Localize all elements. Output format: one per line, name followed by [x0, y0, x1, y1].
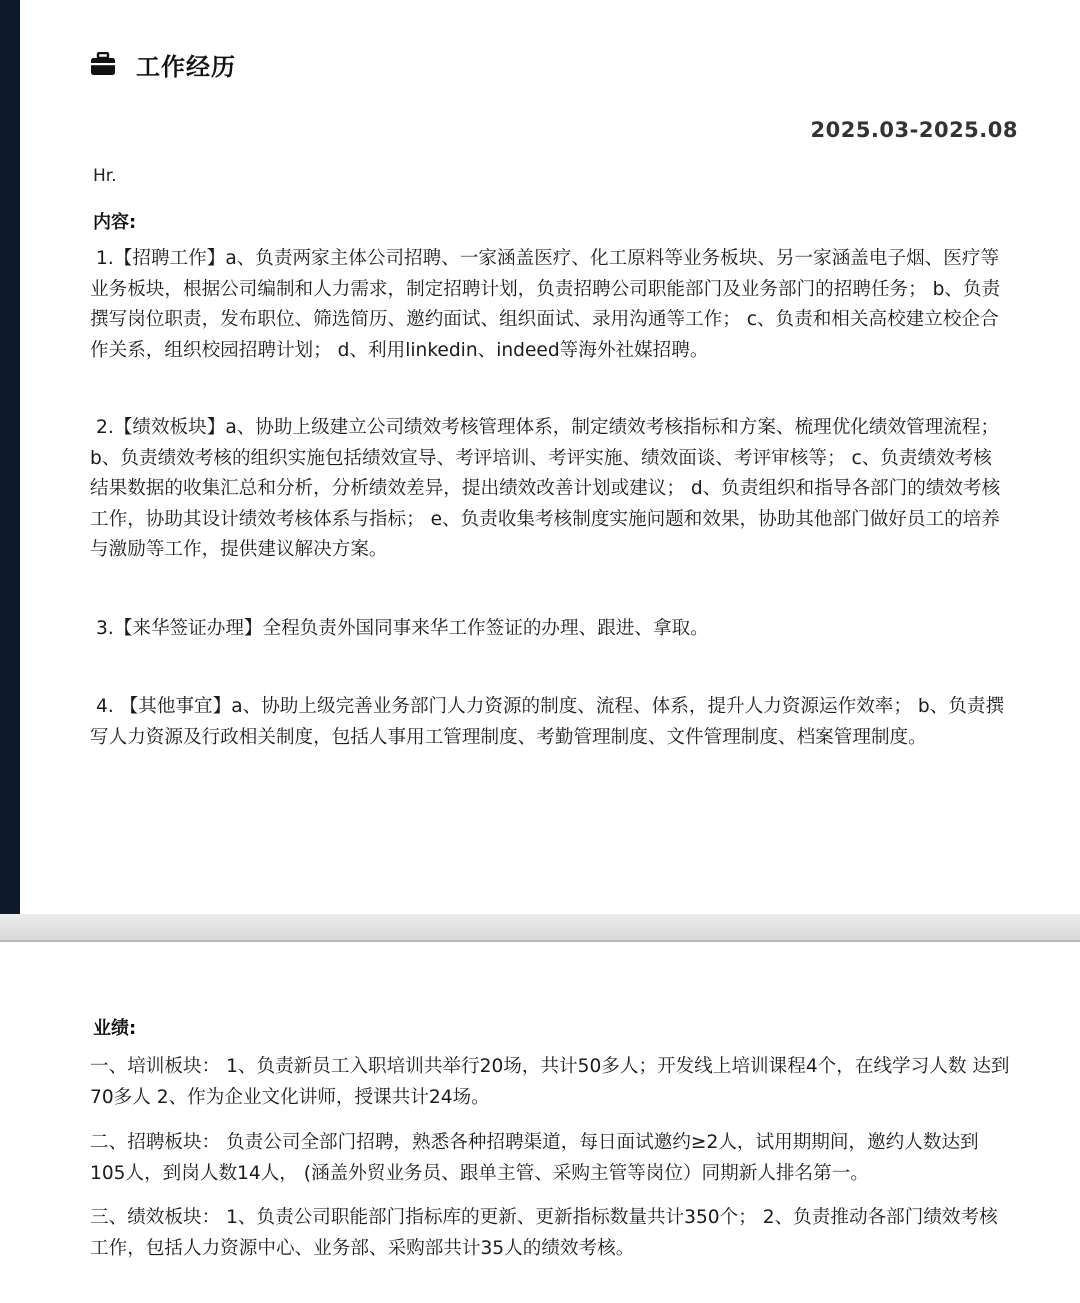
achievement-item-3: 三、绩效板块： 1、负责公司职能部门指标库的更新、更新指标数量共计350个； 2、负责推动各部门绩效考核工作，包括人力资源中心、业务部、采购部共计35人的绩效考核。	[90, 1207, 998, 1259]
duty-item-1	[90, 244, 1010, 366]
duty-text: 【招聘工作】a、负责两家主体公司招聘、一家涵盖医疗、化工原料等业务板块、另一家涵盖电子烟、医疗等业务板块，根据公司编制和人力需求，制定招聘计划，负责招聘公司职能部门及业务部门的招聘任务； b、负责撰写岗位职责，发布职位、筛选简历、邀约面试、组织面试、录用沟通等工作； c、负责和相关高校建立校企合作关系，组织校园招聘计划； d、利用linkedin、indeed等海外社媒招聘。	[90, 248, 1001, 361]
section-header	[90, 46, 236, 82]
briefcase-icon	[90, 52, 116, 76]
page-separator	[0, 914, 1080, 942]
duty-item-4	[90, 692, 1010, 753]
duty-text: 【来华签证办理】全程负责外国同事来华工作签证的办理、跟进、拿取。	[113, 618, 709, 639]
duty-item-2	[90, 413, 1010, 566]
duty-number: 4.	[96, 696, 114, 717]
content-label: 内容:	[93, 212, 137, 233]
achievement-item-2: 二、招聘板块： 负责公司全部门招聘，熟悉各种招聘渠道，每日面试邀约≥2人，试用期期间，邀约人数达到105人，到岗人数14人， (涵盖外贸业务员、跟单主管、采购主管等岗位）同期新人排名第一。	[90, 1132, 979, 1184]
sidebar-strip	[0, 0, 20, 914]
section-title: 工作经历	[136, 52, 236, 81]
duty-number: 3.	[96, 618, 114, 639]
achievements-label: 业绩:	[93, 1018, 137, 1039]
job-role: Hr.	[93, 166, 117, 186]
duty-text: 【绩效板块】a、协助上级建立公司绩效考核管理体系，制定绩效考核指标和方案、梳理优化绩效管理流程； b、负责绩效考核的组织实施包括绩效宣导、考评培训、考评实施、绩效面谈、考评审核等； c、负责绩效考核结果数据的收集汇总和分析，分析绩效差异，提出绩效改善计划或建议； d、负责组织和指导各部门的绩效考核工作，协助其设计绩效考核体系与指标； e、负责收集考核制度实施问题和效果，协助其他部门做好员工的培养与激励等工作，提供建议解决方案。	[90, 417, 1001, 560]
duty-text: 【其他事宜】a、协助上级完善业务部门人力资源的制度、流程、体系，提升人力资源运作效率； b、负责撰写人力资源及行政相关制度，包括人事用工管理制度、考勤管理制度、文件管理制度、档案管理制度。	[90, 696, 1005, 748]
duty-number: 2.	[96, 417, 114, 438]
achievement-item-1: 一、培训板块： 1、负责新员工入职培训共举行20场，共计50多人；开发线上培训课程4个，在线学习人数 达到70多人 2、作为企业文化讲师，授课共计24场。	[90, 1056, 1010, 1108]
duty-item-3	[90, 614, 1010, 645]
date-range: 2025.03-2025.08	[810, 118, 1018, 142]
resume-page-2	[0, 942, 1080, 1303]
duty-number: 1.	[96, 248, 114, 269]
